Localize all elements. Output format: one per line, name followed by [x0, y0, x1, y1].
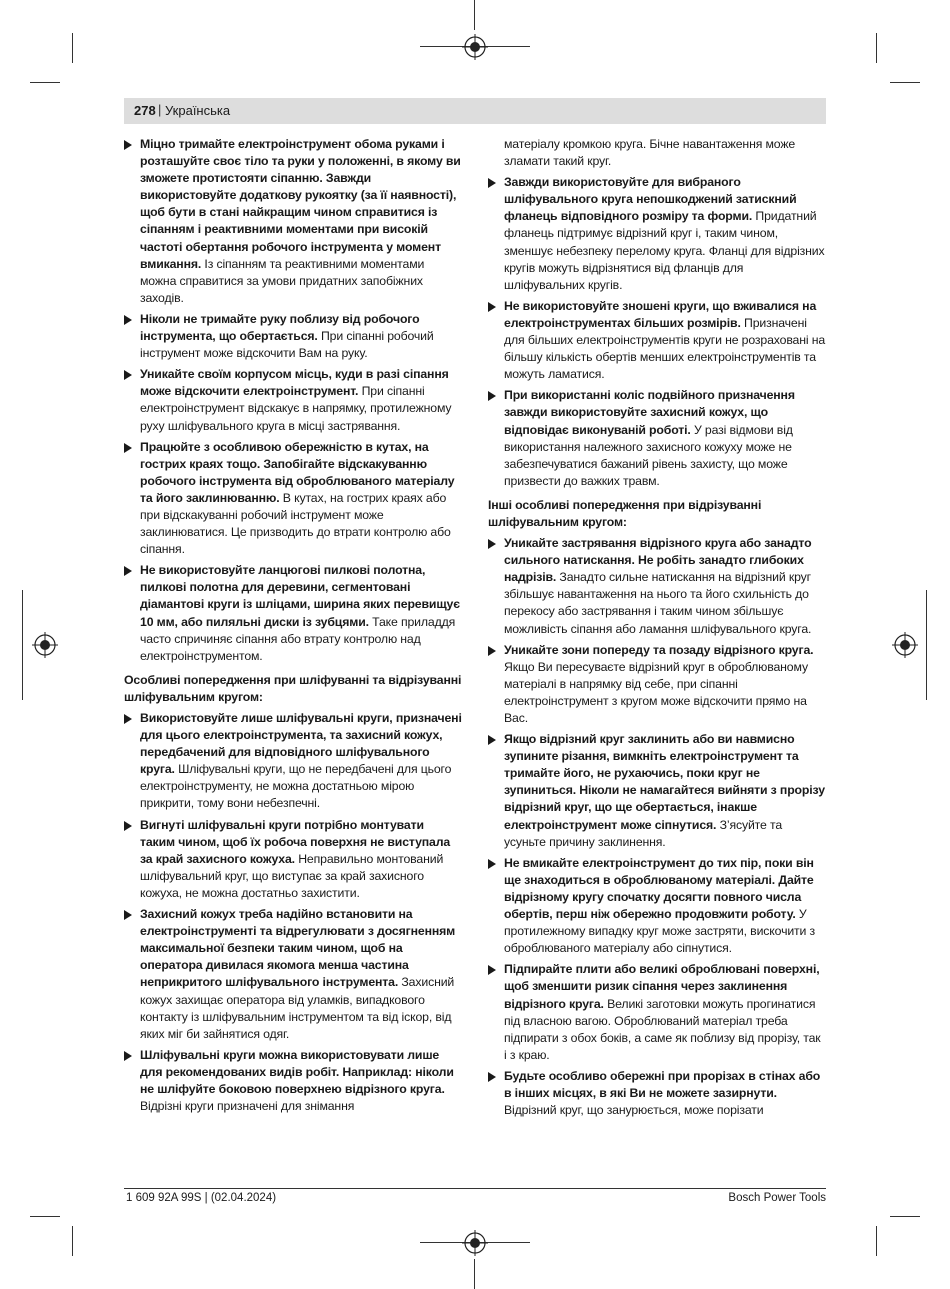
- language-label: Українська: [165, 103, 231, 118]
- warning-text: Якщо Ви пересуваєте відрізний круг в оброблюваному матеріалі в напрямку від себе, при сіпанні електроінструмент з кругом може відскочити прямо на Вас.: [504, 659, 808, 725]
- registration-mark-icon: [32, 632, 58, 658]
- warning-item: [488, 961, 826, 1064]
- warning-item: [488, 298, 826, 383]
- warning-item: [124, 906, 462, 1043]
- page-number: 278: [134, 103, 156, 118]
- warning-bold: Не використовуйте ланцюгові пилкові полотна, пилкові полотна для деревини, сегментовані діамантові круги із шліцами, ширина яких перевищує 10 мм, або пиляльні диски із зубцями.: [140, 563, 460, 629]
- warning-item: [124, 710, 462, 813]
- warning-text: Шліфувальні круги, що не передбачені для цього електроінструменту, не можна достатньою мірою прикрити, тому вони небезпечні.: [140, 762, 452, 811]
- warning-item: [124, 311, 462, 362]
- warning-bold: Будьте особливо обережні при прорізах в стінах або в інших місцях, в які Ви не можете зазирнути.: [504, 1068, 821, 1100]
- warning-item: [124, 366, 462, 434]
- warning-item: [488, 174, 826, 294]
- warning-bold: Захисний кожух треба надійно встановити на електроінструменті та відрегулювати з досягненням максимальної безпеки таким чином, щоб на оператора дивилася якомога менша частина неприкритого шліфувального інструмента.: [140, 907, 456, 990]
- warning-item: [124, 1047, 462, 1115]
- warning-bold: Працюйте з особливою обережністю в кутах, на гострих краях тощо. Запобігайте відскакуванню робочого інструмента від оброблюваного матеріалу та його заклинюванню.: [140, 439, 455, 505]
- warning-text: Відрізні круги призначені для знімання: [140, 1099, 355, 1114]
- right-column: [488, 136, 826, 1123]
- warning-text: При сіпанні електроінструмент відскакує в напрямку, протилежному руху шліфувального круга в місці застрявання.: [140, 384, 452, 433]
- warning-bold: Вигнуті шліфувальні круги потрібно монтувати таким чином, щоб їх робоча поверхня не виступала за край захисного кожуха.: [140, 817, 451, 866]
- crop-mark: [890, 1216, 920, 1217]
- crop-mark: [72, 33, 73, 63]
- continued-text: матеріалу кромкою круга. Бічне навантаження може зламати такий круг.: [504, 137, 796, 169]
- bullet-triangle-icon: [488, 539, 496, 549]
- section-heading: Інші особливі попередження при відрізуванні шліфувальним кругом:: [488, 497, 762, 529]
- warning-item: [124, 817, 462, 902]
- warning-text: При сіпанні робочий інструмент може відскочити Вам на руку.: [140, 329, 434, 361]
- warning-item: [124, 439, 462, 559]
- bullet-triangle-icon: [124, 315, 132, 325]
- left-column: [124, 136, 462, 1119]
- warning-text: З’ясуйте та усуньте причину заклинення.: [504, 817, 783, 849]
- bullet-triangle-icon: [488, 646, 496, 656]
- crop-mark: [474, 0, 475, 30]
- crop-mark: [876, 1226, 877, 1256]
- warning-bold: Завжди використовуйте для вибраного шліфувального круга непошкоджений затискний фланець відповідного розміру та форми.: [504, 175, 797, 224]
- crop-mark: [22, 590, 23, 700]
- warning-text: Неправильно монтований шліфувальний круг, що виступає за край захисного кожуха, не можна достатньо захистити.: [140, 851, 444, 900]
- bullet-triangle-icon: [124, 821, 132, 831]
- warning-bold: Не використовуйте зношені круги, що вживалися на електроінструментах більших розмірів.: [504, 298, 817, 330]
- warning-bold: Використовуйте лише шліфувальні круги, призначені для цього електроінструмента, та захисний кожух, передбачений для відповідного шліфувального круга.: [140, 711, 462, 777]
- page-header: [124, 98, 826, 124]
- warning-text: Із сіпанням та реактивними моментами можна справитися за умови придатних запобіжних заходів.: [140, 256, 425, 305]
- warning-text: В кутах, на гострих краях або при відскакуванні робочий інструмент може заклинюватися. Це призводить до втрати контролю або сіпання.: [140, 490, 451, 557]
- warning-bold: Уникайте застрявання відрізного круга або занадто сильного натискання. Не робіть занадто глибоких надрізів.: [504, 536, 812, 585]
- bullet-triangle-icon: [124, 910, 132, 920]
- warning-text: У разі відмови від використання належного захисного кожуху може не забезпечуватися бажаний рівень захисту, що може призвести до важких травм.: [504, 422, 793, 488]
- warning-bold: Якщо відрізний круг заклинить або ви навмисно зупините різання, вимкніть електроінструмент та тримайте його, не рухаючись, поки круг не зупиниться. Ніколи не намагайтеся вийняти з прорізу відрізний круг, що ще обертається, інакше електроінструмент може сіпнутися.: [504, 732, 825, 832]
- bullet-triangle-icon: [488, 965, 496, 975]
- crop-mark: [30, 1216, 60, 1217]
- warning-item: [488, 642, 826, 727]
- warning-text: У протилежному випадку круг може застряти, вискочити з оброблюваного матеріалу або сіпнутися.: [504, 907, 816, 956]
- bullet-triangle-icon: [488, 859, 496, 869]
- registration-mark-icon: [462, 1230, 488, 1256]
- bullet-triangle-icon: [124, 370, 132, 380]
- warning-text: Занадто сильне натискання на відрізний круг збільшує навантаження на нього та його схильність до перекосу або застрявання і таким чином збільшує можливість сіпання або ламання шліфувального круга.: [504, 570, 812, 636]
- warning-item: [488, 731, 826, 851]
- warning-bold: Шліфувальні круги можна використовувати лише для рекомендованих видів робіт. Наприклад: ніколи не шліфуйте боковою поверхнею відрізного круга.: [140, 1047, 454, 1096]
- warning-bold: Не вмикайте електроінструмент до тих пір, поки він ще знаходиться в оброблюваному матеріалі. Дайте відрізному кругу спочатку досягти повного числа обертів, перш ніж обережно продовжити роботу.: [504, 855, 814, 922]
- crop-mark: [926, 590, 927, 700]
- bullet-triangle-icon: [488, 735, 496, 745]
- brand-footer: Bosch Power Tools: [728, 1192, 826, 1204]
- crop-mark: [72, 1226, 73, 1256]
- warning-bold: Уникайте зони попереду та позаду відрізного круга.: [504, 642, 814, 657]
- bullet-triangle-icon: [124, 443, 132, 453]
- warning-text: Призначені для більших електроінструментів круги не розраховані на більшу кількість обертів менших електроінструментів та можуть ламатися.: [504, 315, 826, 382]
- footer-divider: [124, 1188, 826, 1189]
- warning-bold: При використанні коліс подвійного призначення завжди використовуйте захисний кожух, що відповідає виконуваній роботі.: [504, 388, 795, 437]
- registration-mark-icon: [892, 632, 918, 658]
- warning-bold: Уникайте своїм корпусом місць, куди в разі сіпання може відскочити електроінструмент.: [140, 367, 449, 399]
- bullet-triangle-icon: [124, 566, 132, 576]
- warning-text: Захисний кожух захищає оператора від уламків, випадкового контакту із шліфувальним інструментом та від іскор, від яких міг би зайнятися одяг.: [140, 975, 455, 1041]
- bullet-triangle-icon: [124, 1051, 132, 1061]
- section-heading: Особливі попередження при шліфуванні та відрізуванні шліфувальним кругом:: [124, 672, 462, 704]
- warning-text: Таке приладдя часто спричиняє сіпання або втрату контролю над електроінструментом.: [140, 614, 456, 663]
- bullet-triangle-icon: [488, 391, 496, 401]
- crop-mark: [890, 82, 920, 83]
- bullet-triangle-icon: [488, 178, 496, 188]
- warning-item: [488, 855, 826, 958]
- warning-text: Відрізний круг, що занурюється, може порізати: [504, 1103, 764, 1118]
- document-code: 1 609 92A 99S | (02.04.2024): [126, 1192, 277, 1204]
- warning-bold: Міцно тримайте електроінструмент обома руками і розташуйте своє тіло та руки у положенні, в якому ви зможете протистояти сіпанню. Завжди використовуйте додаткову рукоятку (за її наявності), щоб бути в стані найкращим чином справитися із сіпанням і реактивними моментами при високій частоті обертання робочого інструмента у момент вмикання.: [140, 137, 461, 271]
- crop-mark: [30, 82, 60, 83]
- warning-item: [488, 387, 826, 490]
- bullet-triangle-icon: [124, 714, 132, 724]
- warning-item: [488, 1068, 826, 1119]
- warning-bold: Підпирайте плити або великі оброблювані поверхні, щоб зменшити ризик сіпання через заклинення відрізного круга.: [504, 962, 820, 1011]
- warning-text: Придатний фланець підтримує відрізний круг і, таким чином, зменшує небезпеку перелому круга. Фланці для відрізних кругів можуть відрізнятися від фланців для шліфувальних кругів.: [504, 209, 825, 292]
- registration-mark-icon: [462, 34, 488, 60]
- bullet-triangle-icon: [488, 1072, 496, 1082]
- bullet-triangle-icon: [488, 302, 496, 312]
- crop-mark: [876, 33, 877, 63]
- bullet-triangle-icon: [124, 140, 132, 150]
- warning-bold: Ніколи не тримайте руку поблизу від робочого інструмента, що обертається.: [140, 311, 420, 344]
- warning-text: Великі заготовки можуть прогинатися під власною вагою. Оброблюваний матеріал треба підпирати з обох боків, а саме як поблизу від прорізу, так і з краю.: [504, 996, 821, 1062]
- warning-item: [124, 136, 462, 307]
- warning-item: [124, 562, 462, 665]
- warning-item: [488, 535, 826, 638]
- header-separator: |: [158, 102, 162, 117]
- crop-mark: [474, 1259, 475, 1289]
